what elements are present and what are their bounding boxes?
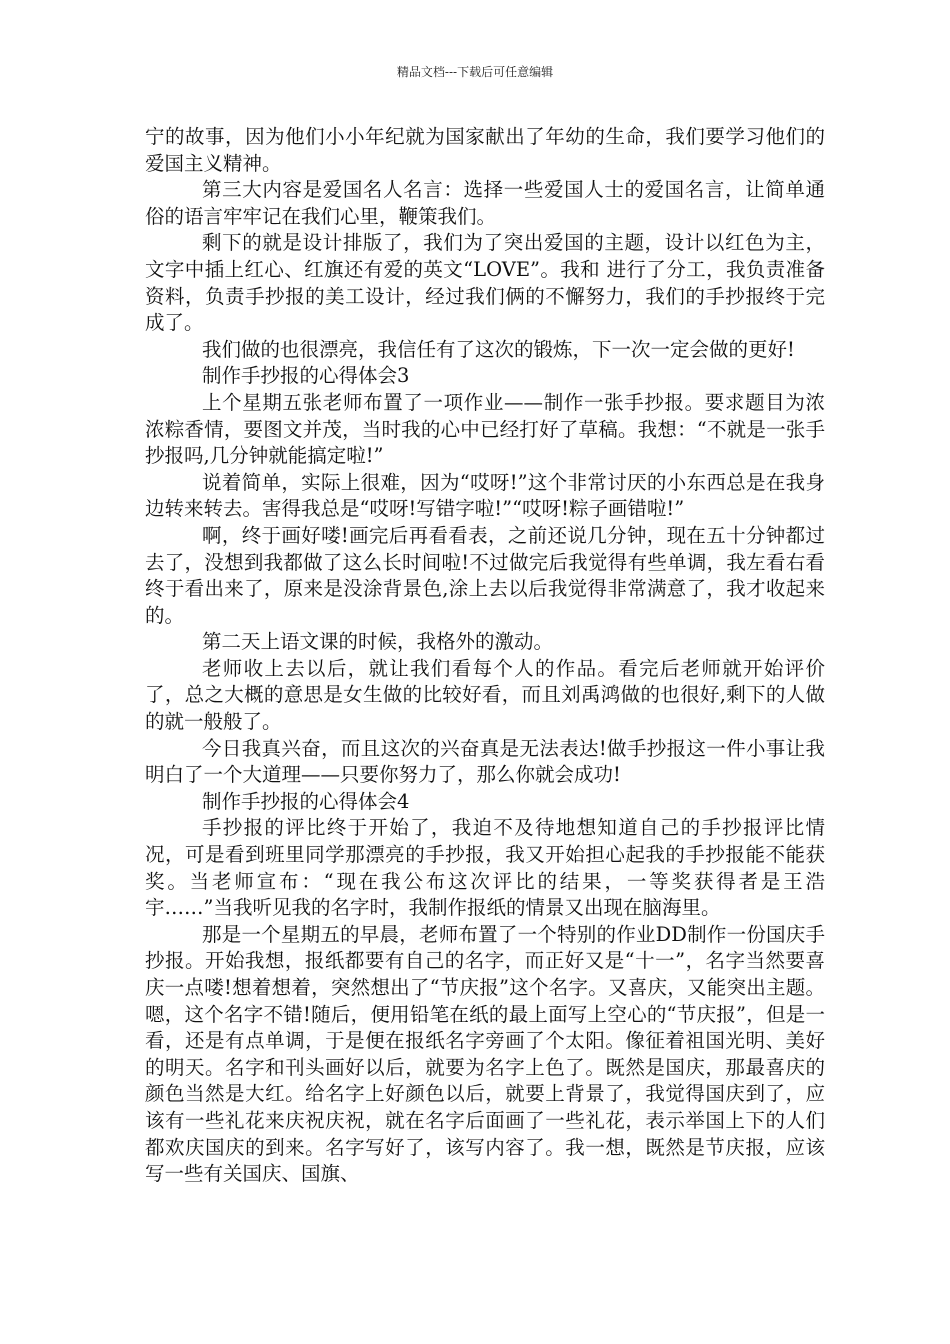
paragraph: 手抄报的评比终于开始了，我迫不及待地想知道自己的手抄报评比情况，可是看到班里同学那漂亮的手抄报，我又开始担心起我的手抄报能不能获奖。当老师宣布：“现在我公布这次评比的结果，一等奖获得者是王浩宇……”当我听见我的名字时，我制作报纸的情景又出现在脑海里。 [145, 816, 825, 920]
paragraph: 宁的故事，因为他们小小年纪就为国家献出了年幼的生命，我们要学习他们的爱国主义精神。 [145, 125, 825, 175]
section-heading: 制作手抄报的心得体会3 [202, 364, 410, 388]
paragraph: 我们做的也很漂亮，我信任有了这次的锻炼，下一次一定会做的更好! [202, 337, 795, 361]
paragraph: 老师收上去以后，就让我们看每个人的作品。看完后老师就开始评价了，总之大概的意思是女生做的比较好看，而且刘禹鸿做的也很好,剩下的人做的就一般般了。 [145, 656, 825, 734]
paragraph: 第二天上语文课的时候，我格外的激动。 [202, 630, 554, 654]
paragraph: 第三大内容是爱国名人名言：选择一些爱国人士的爱国名言，让简单通俗的语言牢牢记在我们心里，鞭策我们。 [145, 178, 825, 228]
paragraph: 今日我真兴奋，而且这次的兴奋真是无法表达!做手抄报这一件小事让我明白了一个大道理——只要你努力了，那么你就会成功! [145, 736, 825, 787]
paragraph: 上个星期五张老师布置了一项作业——制作一张手抄报。要求题目为浓浓粽香情，要图文并茂，当时我的心中已经打好了草稿。我想：“不就是一张手抄报吗,几分钟就能搞定啦!” [145, 390, 825, 468]
section-heading: 制作手抄报的心得体会4 [202, 789, 410, 813]
paragraph: 那是一个星期五的早晨，老师布置了一个特别的作业DD制作一份国庆手抄报。开始我想，报纸都要有自己的名字，而正好又是“十一”，名字当然要喜庆一点喽!想着想着，突然想出了“节庆报”这个名字。又喜庆，又能突出主题。嗯，这个名字不错!随后，便用铅笔在纸的最上面写上空心的“节庆报”，但是一看，还是有点单调，于是便在报纸名字旁画了个太阳。像征着祖国光明、美好的明天。名字和刊头画好以后，就要为名字上色了。既然是国庆，那最喜庆的颜色当然是大红。给名字上好颜色以后，就要上背景了，我觉得国庆到了，应该有一些礼花来庆祝庆祝，就在名字后面画了一些礼花，表示举国上下的人们都欢庆国庆的到来。名字写好了，该写内容了。我一想，既然是节庆报，应该写一些有关国庆、国旗、 [145, 922, 825, 1186]
paragraph: 说着简单，实际上很难，因为“哎呀!”这个非常讨厌的小东西总是在我身边转来转去。害得我总是“哎呀!写错字啦!”“哎呀!粽子画错啦!” [145, 470, 825, 521]
document-body [145, 124, 825, 1188]
page-header: 精品文档---下载后可任意编辑 [396, 65, 554, 79]
paragraph: 啊，终于画好喽!画完后再看看表，之前还说几分钟，现在五十分钟都过去了，没想到我都做了这么长时间啦!不过做完后我觉得有些单调，我左看右看终于看出来了，原来是没涂背景色,涂上去以后我觉得非常满意了，我才收起来的。 [145, 523, 825, 627]
paragraph: 剩下的就是设计排版了，我们为了突出爱国的主题，设计以红色为主，文字中插上红心、红旗还有爱的英文“LOVE”。我和 进行了分工，我负责准备资料，负责手抄报的美工设计，经过我们俩的不懈努力，我们的手抄报终于完成了。 [145, 231, 825, 335]
